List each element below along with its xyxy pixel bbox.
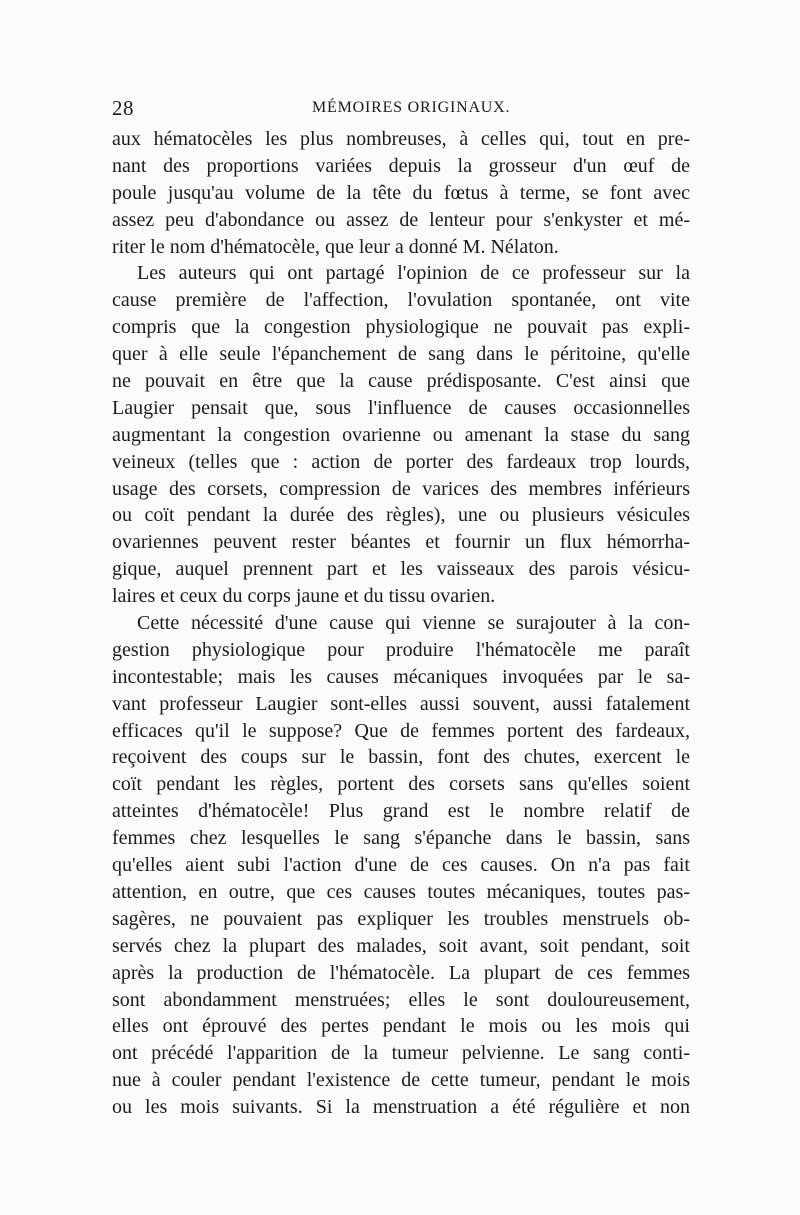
- text-line: aux hématocèles les plus nombreuses, à celles qui, tout en pre-: [112, 128, 690, 150]
- text-line: gestion physiologique pour produire l'hématocèle me paraît: [112, 638, 690, 661]
- text-line: laires et ceux du corps jaune et du tissu ovarien.: [112, 585, 496, 608]
- text-line: gique, auquel prennent part et les vaisseaux des parois vésicu-: [112, 558, 690, 581]
- text-line: compris que la congestion physiologique ne pouvait pas expli-: [112, 316, 690, 339]
- text-line: sagères, ne pouvaient pas expliquer les troubles menstruels ob-: [112, 907, 690, 930]
- text-line: ou coït pendant la durée des règles), une ou plusieurs vésicules: [112, 504, 690, 527]
- text-line: Laugier pensait que, sous l'influence de causes occasionnelles: [112, 396, 690, 419]
- text-line: femmes chez lesquelles le sang s'épanche dans le bassin, sans: [112, 827, 690, 850]
- running-title: MÉMOIRES ORIGINAUX.: [312, 99, 511, 116]
- text-line: usage des corsets, compression de varices des membres inférieurs: [112, 477, 690, 500]
- text-line: veineux (telles que : action de porter des fardeaux trop lourds,: [112, 450, 690, 473]
- text-line: sont abondamment menstruées; elles le sont douloureusement,: [112, 988, 690, 1011]
- text-line: coït pendant les règles, portent des corsets sans qu'elles soient: [112, 773, 690, 796]
- text-line: efficaces qu'il le suppose? Que de femmes portent des fardeaux,: [112, 719, 690, 742]
- text-line: servés chez la plupart des malades, soit avant, soit pendant, soit: [112, 934, 690, 957]
- text-line: attention, en outre, que ces causes toutes mécaniques, toutes pas-: [112, 880, 690, 903]
- text-line: assez peu d'abondance ou assez de lenteur pour s'enkyster et mé-: [112, 208, 690, 231]
- text-line: nue à couler pendant l'existence de cette tumeur, pendant le mois: [112, 1069, 690, 1092]
- text-line: après la production de l'hématocèle. La plupart de ces femmes: [112, 961, 690, 984]
- text-line: cause première de l'affection, l'ovulation spontanée, ont vite: [112, 289, 690, 312]
- text-line: atteintes d'hématocèle! Plus grand est le nombre relatif de: [112, 800, 690, 823]
- text-line: ou les mois suivants. Si la menstruation a été régulière et non: [112, 1096, 690, 1119]
- text-line: Les auteurs qui ont partagé l'opinion de ce professeur sur la: [137, 262, 690, 285]
- text-line: qu'elles aient subi l'action d'une de ces causes. On n'a pas fait: [112, 854, 690, 877]
- text-line: ovariennes peuvent rester béantes et fournir un flux hémorrha-: [112, 531, 690, 554]
- text-line: riter le nom d'hématocèle, que leur a donné M. Nélaton.: [112, 235, 559, 258]
- text-line: ont précédé l'apparition de la tumeur pelvienne. Le sang conti-: [112, 1042, 690, 1065]
- text-line: poule jusqu'au volume de la tête du fœtus à terme, se font avec: [112, 181, 690, 204]
- body-text: [112, 126, 690, 1121]
- text-line: Cette nécessité d'une cause qui vienne se surajouter à la con-: [137, 612, 690, 635]
- text-line: quer à elle seule l'épanchement de sang dans le péritoine, qu'elle: [112, 343, 690, 366]
- book-page: [112, 96, 690, 1121]
- text-line: nant des proportions variées depuis la grosseur d'un œuf de: [112, 154, 690, 177]
- text-line: incontestable; mais les causes mécaniques invoquées par le sa-: [112, 665, 690, 688]
- page-number: 28: [112, 96, 134, 120]
- text-line: elles ont éprouvé des pertes pendant le mois ou les mois qui: [112, 1015, 690, 1038]
- text-line: ne pouvait en être que la cause prédisposante. C'est ainsi que: [112, 370, 690, 393]
- text-line: vant professeur Laugier sont-elles aussi souvent, aussi fatalement: [112, 692, 690, 715]
- running-head: [112, 96, 690, 122]
- text-line: reçoivent des coups sur le bassin, font des chutes, exercent le: [112, 746, 690, 769]
- text-line: augmentant la congestion ovarienne ou amenant la stase du sang: [112, 423, 690, 446]
